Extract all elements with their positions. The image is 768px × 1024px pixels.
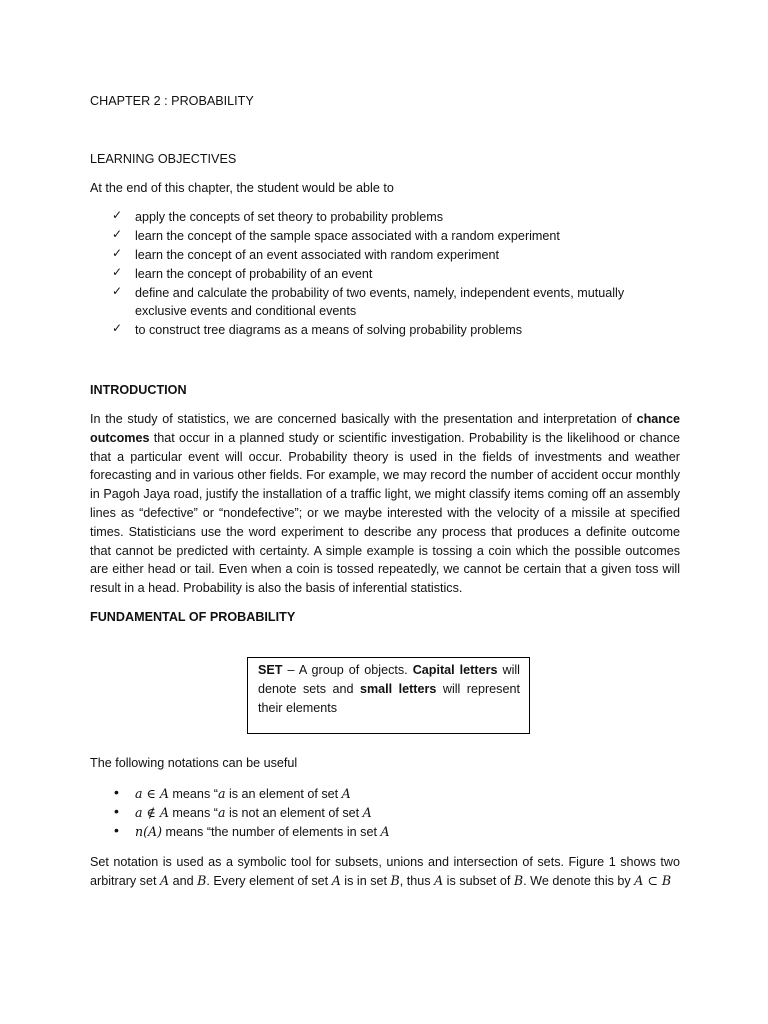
subset-relation: A ⊂ B (634, 872, 672, 888)
intro-text: lines as “defective” or “nondefective”; or we maybe interested with the velocity of a missile at specified (90, 505, 680, 520)
closing-text-part: . We denote this by (523, 873, 635, 888)
bullet-icon: • (114, 784, 119, 800)
set-text: will (497, 663, 520, 677)
notation-text: means “the number of elements in set (162, 825, 381, 839)
notation-item (135, 805, 372, 820)
notation-symbol: a ∈ A (135, 786, 169, 801)
objective-item: apply the concepts of set theory to probability problems (135, 210, 444, 224)
intro-text: are either head or tail. Even when a coin is tossed repeatedly, we cannot be certain that a given toss will (90, 562, 680, 577)
closing-text: Set notation is used as a symbolic tool for subsets, unions and intersection of sets. Figure 1 shows two (90, 855, 680, 869)
intro-emphasis: outcomes (90, 430, 150, 445)
notation-symbol: a ∉ A (135, 805, 169, 820)
notation-item (135, 824, 390, 839)
closing-text-part: is in set (340, 873, 391, 888)
objective-item: to construct tree diagrams as a means of solving probability problems (135, 323, 523, 337)
set-text: – A group of objects. (282, 663, 413, 677)
bullet-icon: • (114, 822, 119, 838)
notations-intro: The following notations can be useful (90, 756, 298, 770)
set-term: small letters (359, 681, 437, 696)
set-text: their elements (258, 700, 338, 715)
closing-text (90, 872, 680, 891)
set-symbol: A (160, 872, 170, 888)
objective-item-continued: exclusive events and conditional events (135, 304, 357, 318)
set-symbol: B (197, 872, 207, 888)
notation-var: a (217, 805, 226, 820)
intro-text: that a particular event will occur. Probability theory is used in the fields of investments and weather (90, 449, 680, 464)
check-icon: ✓ (112, 265, 123, 279)
notation-text: means “ (168, 806, 218, 820)
notation-text: is an element of set (225, 787, 342, 801)
closing-text-part: arbitrary set (90, 873, 160, 888)
notation-symbol: n(A) (135, 824, 163, 839)
closing-text-part: . Every element of set (206, 873, 332, 888)
closing-text-part: is subset of (443, 873, 514, 888)
notation-item (135, 786, 351, 801)
objective-item: learn the concept of the sample space associated with a random experiment (135, 229, 560, 243)
set-definition-box (247, 657, 530, 734)
notation-set: A (362, 805, 372, 820)
set-symbol: A (434, 872, 444, 888)
check-icon: ✓ (112, 227, 123, 241)
intro-emphasis: chance (636, 412, 680, 426)
set-term: Capital letters (412, 663, 498, 677)
objective-item: define and calculate the probability of two events, namely, independent events, mutually (135, 286, 625, 300)
set-text: denote sets and (258, 681, 360, 696)
objectives-intro: At the end of this chapter, the student would be able to (90, 181, 394, 195)
introduction-paragraph (90, 410, 680, 598)
closing-text-part: , thus (399, 873, 435, 888)
notation-text: means “ (168, 787, 218, 801)
intro-text: in Pagoh Jaya road, justify the installation of a traffic light, we might classify items coming off an assembly (90, 487, 680, 502)
check-icon: ✓ (112, 284, 123, 298)
check-icon: ✓ (112, 246, 123, 260)
intro-text: times. Statisticians use the word experiment to describe any process that produces a definite outcome (90, 524, 680, 539)
objectives-heading: LEARNING OBJECTIVES (90, 152, 237, 166)
intro-text: result in a head. Probability is also the basis of inferential statistics. (90, 581, 463, 596)
notation-set: A (341, 786, 351, 801)
notation-text: is not an element of set (225, 806, 363, 820)
closing-text-part: and (169, 873, 198, 888)
bullet-icon: • (114, 803, 119, 819)
set-symbol: B (390, 872, 400, 888)
closing-paragraph (90, 853, 680, 891)
notation-var: a (217, 786, 226, 801)
intro-text: that occur in a planned study or scientific investigation. Probability is the likelihood or chance (149, 430, 680, 445)
set-symbol: B (513, 872, 524, 888)
set-term: SET (258, 663, 283, 677)
objective-item: learn the concept of probability of an event (135, 267, 373, 281)
chapter-title: CHAPTER 2 : PROBABILITY (90, 94, 254, 108)
notation-set: A (380, 824, 390, 839)
set-text: will represent (436, 681, 520, 696)
check-icon: ✓ (112, 208, 123, 222)
fundamental-heading: FUNDAMENTAL OF PROBABILITY (90, 610, 296, 624)
intro-text: In the study of statistics, we are concerned basically with the presentation and interpretation of (90, 412, 637, 426)
intro-text: forecasting and in various other fields. For example, we may record the number of accident occur monthly (90, 468, 680, 483)
intro-text: that cannot be predicted with certainty. A simple example is tossing a coin which the possible outcomes (90, 543, 680, 558)
set-symbol: A (331, 872, 341, 888)
check-icon: ✓ (112, 321, 123, 335)
objective-item: learn the concept of an event associated with random experiment (135, 248, 500, 262)
introduction-heading: INTRODUCTION (90, 383, 187, 397)
